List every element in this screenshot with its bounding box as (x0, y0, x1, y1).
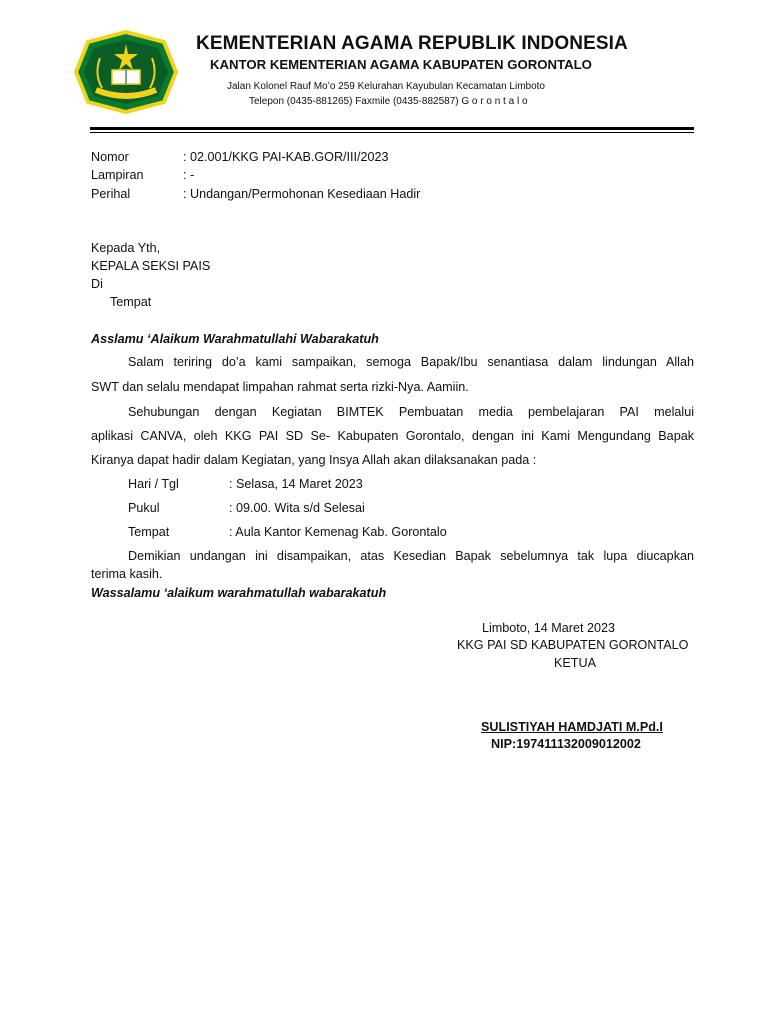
signature-name: SULISTIYAH HAMDJATI M.Pd.I (481, 720, 663, 734)
signature-nip: NIP:197411132009012002 (491, 737, 641, 751)
para2-line-1: Sehubungan dengan Kegiatan BIMTEK Pembuatan media pembelajaran PAI melalui (128, 405, 694, 419)
wassalam: Wassalamu ‘alaikum warahmatullah wabarakatuh (91, 586, 387, 600)
para2-line-2: aplikasi CANVA, oleh KKG PAI SD Se- Kabupaten Gorontalo, dengan ini Kami Mengundang Bapak (91, 429, 694, 443)
letterhead-contact: Telepon (0435-881265) Faxmile (0435-882587) G o r o n t a l o (249, 96, 528, 107)
meta-label-lampiran: Lampiran (91, 168, 144, 182)
schedule-label-date: Hari / Tgl (128, 477, 179, 491)
signature-role: KETUA (554, 656, 596, 670)
letterhead-ministry: KEMENTERIAN AGAMA REPUBLIK INDONESIA (196, 33, 628, 54)
letterhead-address: Jalan Kolonel Rauf Mo’o 259 Kelurahan Kayubulan Kecamatan Limboto (227, 81, 545, 92)
letterhead-rule-thick (90, 127, 694, 130)
para2-line-3: Kiranya dapat hadir dalam Kegiatan, yang Insya Allah akan dilaksanakan pada : (91, 453, 537, 467)
salutation: Asslamu ‘Alaikum Warahmatullahi Wabarakatuh (91, 332, 379, 346)
closing-line-2: terima kasih. (91, 567, 163, 581)
meta-value-perihal: : Undangan/Permohonan Kesediaan Hadir (183, 187, 421, 201)
meta-label-nomor: Nomor (91, 150, 129, 164)
letterhead-rule-thin (90, 132, 694, 133)
ministry-logo (72, 30, 180, 114)
recipient-line-4: Tempat (110, 295, 152, 309)
schedule-value-time: : 09.00. Wita s/d Selesai (229, 501, 365, 515)
para1-line-1: Salam teriring do’a kami sampaikan, semoga Bapak/Ibu senantiasa dalam lindungan Allah (128, 355, 694, 369)
recipient-line-3: Di (91, 277, 103, 291)
meta-value-lampiran: : - (183, 168, 195, 182)
schedule-label-place: Tempat (128, 525, 170, 539)
recipient-line-1: Kepada Yth, (91, 241, 161, 255)
recipient-line-2: KEPALA SEKSI PAIS (91, 259, 211, 273)
signature-org: KKG PAI SD KABUPATEN GORONTALO (457, 638, 689, 652)
para1-line-2: SWT dan selalu mendapat limpahan rahmat serta rizki-Nya. Aamiin. (91, 380, 469, 394)
meta-label-perihal: Perihal (91, 187, 131, 201)
closing-line-1: Demikian undangan ini disampaikan, atas Kesedian Bapak sebelumnya tak lupa diucapkan (128, 549, 694, 563)
schedule-label-time: Pukul (128, 501, 160, 515)
signature-place-date: Limboto, 14 Maret 2023 (482, 621, 616, 635)
meta-value-nomor: : 02.001/KKG PAI-KAB.GOR/III/2023 (183, 150, 389, 164)
letterhead-office: KANTOR KEMENTERIAN AGAMA KABUPATEN GORONTALO (210, 57, 592, 72)
schedule-value-place: : Aula Kantor Kemenag Kab. Gorontalo (229, 525, 447, 539)
schedule-value-date: : Selasa, 14 Maret 2023 (229, 477, 363, 491)
